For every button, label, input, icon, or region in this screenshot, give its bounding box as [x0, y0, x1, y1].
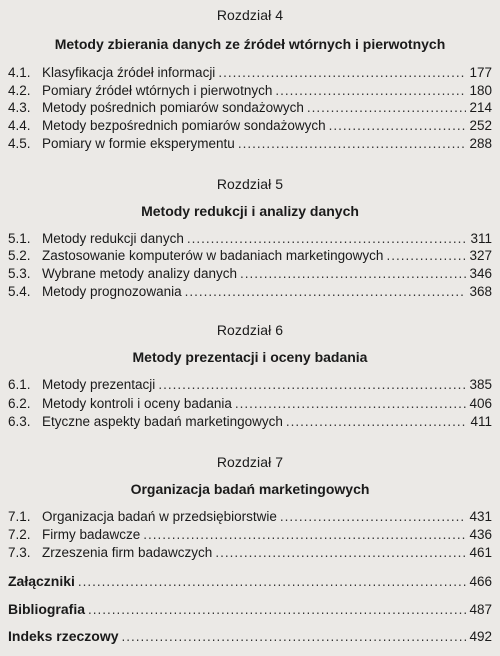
- toc-entry: [8, 376, 492, 394]
- entry-number: 7.2.: [8, 527, 31, 542]
- entry-title: Metody bezpośrednich pomiarów sondażowych: [42, 118, 326, 133]
- entry-number: 4.2.: [8, 83, 31, 98]
- dot-leader: [143, 526, 466, 544]
- toc-entry: [8, 526, 492, 544]
- entry-page-number: 492: [469, 629, 492, 644]
- entry-title: Zrzeszenia firm badawczych: [42, 545, 213, 560]
- entry-page-number: 385: [469, 377, 492, 392]
- chapter-title: Metody redukcji i analizy danych: [141, 203, 359, 219]
- toc-entry: [8, 395, 492, 413]
- toc-entry: [8, 82, 492, 100]
- entry-page-number: 311: [470, 231, 492, 246]
- entry-number: 5.1.: [8, 231, 31, 246]
- dot-leader: [275, 82, 466, 100]
- dot-leader: [286, 413, 468, 431]
- toc-entry: [8, 265, 492, 283]
- chapter-label: Rozdział 6: [216, 322, 284, 338]
- entry-page-number: 431: [469, 509, 492, 524]
- dot-leader: [280, 508, 467, 526]
- entry-page-number: 466: [469, 574, 492, 589]
- toc-entry-index: [8, 627, 492, 645]
- toc-entry: [8, 64, 492, 82]
- entry-title: Firmy badawcze: [42, 527, 141, 542]
- entry-number: 5.2.: [8, 248, 31, 263]
- entry-title: Organizacja badań w przedsiębiorstwie: [42, 509, 277, 524]
- toc-entry-appendices: [8, 572, 492, 590]
- entry-number: 4.1.: [8, 65, 31, 80]
- entry-page-number: 411: [470, 414, 492, 429]
- entry-page-number: 487: [469, 602, 492, 617]
- entry-title: Metody kontroli i oceny badania: [42, 396, 232, 411]
- chapter-title: Organizacja badań marketingowych: [130, 481, 370, 497]
- toc-entry: [8, 508, 492, 526]
- entry-page-number: 436: [469, 527, 492, 542]
- dot-leader: [386, 247, 466, 265]
- entry-title: Etyczne aspekty badań marketingowych: [42, 414, 283, 429]
- entry-page-number: 177: [469, 65, 492, 80]
- chapter-label: Rozdział 5: [216, 176, 284, 192]
- dot-leader: [185, 283, 467, 301]
- entry-number: 4.4.: [8, 118, 31, 133]
- dot-leader: [235, 395, 467, 413]
- entry-title: Załączniki: [8, 573, 75, 589]
- entry-page-number: 288: [469, 136, 492, 151]
- entry-page-number: 327: [469, 248, 492, 263]
- entry-number: 4.3.: [8, 100, 31, 115]
- chapter-title: Metody prezentacji i oceny badania: [132, 349, 368, 365]
- entry-title: Bibliografia: [8, 601, 86, 617]
- toc-entry: [8, 413, 492, 431]
- dot-leader: [187, 230, 468, 248]
- dot-leader: [238, 135, 467, 153]
- entry-title: Metody pośrednich pomiarów sondażowych: [42, 100, 304, 115]
- entry-page-number: 214: [469, 100, 492, 115]
- entry-title: Klasyfikacja źródeł informacji: [42, 65, 216, 80]
- toc-entry: [8, 135, 492, 153]
- toc-entry: [8, 247, 492, 265]
- entry-title: Pomiary w formie eksperymentu: [42, 136, 235, 151]
- chapter-label: Rozdział 4: [216, 7, 284, 23]
- dot-leader: [88, 601, 466, 619]
- entry-number: 7.1.: [8, 509, 31, 524]
- toc-entry: [8, 117, 492, 135]
- entry-title: Indeks rzeczowy: [8, 628, 119, 644]
- entry-number: 4.5.: [8, 136, 31, 151]
- chapter-label: Rozdział 7: [216, 454, 284, 470]
- dot-leader: [218, 64, 466, 82]
- dot-leader: [329, 117, 467, 135]
- dot-leader: [240, 265, 466, 283]
- entry-title: Wybrane metody analizy danych: [42, 266, 237, 281]
- toc-entry-bibliography: [8, 600, 492, 618]
- entry-title: Pomiary źródeł wtórnych i pierwotnych: [42, 83, 273, 98]
- entry-page-number: 406: [469, 396, 492, 411]
- entry-title: Metody prezentacji: [42, 377, 156, 392]
- dot-leader: [215, 544, 466, 562]
- entry-title: Zastosowanie komputerów w badaniach marketingowych: [42, 248, 384, 263]
- entry-title: Metody prognozowania: [42, 284, 182, 299]
- chapter-title: Metody zbierania danych ze źródeł wtórnych i pierwotnych: [54, 36, 446, 52]
- entry-number: 5.4.: [8, 284, 31, 299]
- toc-entry: [8, 230, 492, 248]
- entry-number: 5.3.: [8, 266, 31, 281]
- entry-page-number: 346: [469, 266, 492, 281]
- entry-title: Metody redukcji danych: [42, 231, 184, 246]
- entry-page-number: 461: [469, 545, 492, 560]
- dot-leader: [78, 573, 467, 591]
- entry-page-number: 368: [469, 284, 492, 299]
- entry-page-number: 180: [469, 83, 492, 98]
- dot-leader: [307, 99, 467, 117]
- entry-number: 6.1.: [8, 377, 31, 392]
- entry-number: 6.3.: [8, 414, 31, 429]
- dot-leader: [122, 628, 467, 646]
- entry-number: 7.3.: [8, 545, 31, 560]
- entry-page-number: 252: [469, 118, 492, 133]
- toc-entry: [8, 544, 492, 562]
- toc-entry: [8, 99, 492, 117]
- toc-entry: [8, 283, 492, 301]
- dot-leader: [158, 376, 466, 394]
- entry-number: 6.2.: [8, 396, 31, 411]
